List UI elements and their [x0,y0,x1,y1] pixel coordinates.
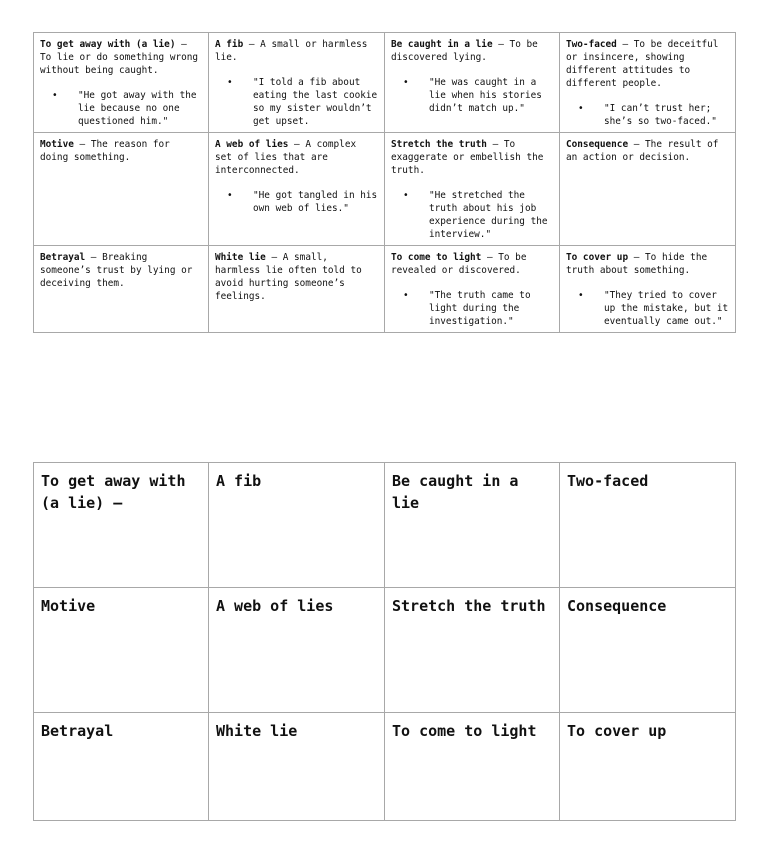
term-card: Motive [34,588,209,713]
definition-cell [34,133,209,246]
definition-cell [560,33,736,133]
term-card: Consequence [560,588,736,713]
definition-text: To exaggerate or embellish the truth. [391,139,544,176]
definitions-table [33,32,736,333]
example-item [578,289,729,328]
example-item [403,189,553,241]
definition-text: A small or harmless lie. [215,39,368,63]
definition-text: To lie or do something wrong without being caught. [40,52,199,76]
term: Be caught in a lie [391,39,493,50]
separator: – [628,252,646,263]
definition-text: The result of an action or decision. [566,139,719,163]
term-card: A fib [209,463,385,588]
definition-text: A complex set of lies that are interconnected. [215,139,357,176]
bullet-icon: • [227,77,233,88]
term-card: Two-faced [560,463,736,588]
definition-cell [385,133,560,246]
definition-text: To be revealed or discovered. [391,252,527,276]
term: Stretch the truth [391,139,487,150]
term: Two-faced [566,39,617,50]
example-text: "They tried to cover up the mistake, but it eventually came out." [604,290,729,327]
definition-cell [385,246,560,333]
example-text: "He got away with the lie because no one questioned him." [78,90,197,127]
example-text: "He stretched the truth about his job experience during the interview." [429,190,548,240]
definition-text: To be discovered lying. [391,39,538,63]
definition-cell [560,246,736,333]
example-text: "He got tangled in his own web of lies." [253,190,378,214]
definitions-row [34,133,736,246]
separator: – [85,252,103,263]
cards-row [34,463,736,588]
example-text: "The truth came to light during the investigation." [429,290,531,327]
example-item [578,102,729,128]
separator: – [73,139,91,150]
example-text: "He was caught in a lie when his stories didn’t match up." [429,77,542,114]
example-text: "I told a fib about eating the last cookie so my sister wouldn’t get upset. [253,77,378,127]
separator: – [243,39,261,50]
definition-cell [560,133,736,246]
term: To get away with (a lie) [40,39,176,50]
example-text: "I can’t trust her; she’s so two-faced." [604,103,717,127]
term: Motive [40,139,74,150]
bullet-icon: • [403,77,409,88]
term-card: A web of lies [209,588,385,713]
definition-text: A small, harmless lie often told to avoid hurting someone’s feelings. [215,252,362,302]
definition-text: To hide the truth about something. [566,252,708,276]
separator: – [492,39,510,50]
term-card: To cover up [560,713,736,821]
term: A web of lies [215,139,289,150]
separator: – [265,252,283,263]
separator: – [616,39,634,50]
term-card: To come to light [385,713,560,821]
bullet-icon: • [578,103,584,114]
term-card: Betrayal [34,713,209,821]
separator: – [175,39,187,50]
separator: – [628,139,646,150]
definition-text: Breaking someone’s trust by lying or deceiving them. [40,252,193,289]
definition-text: The reason for doing something. [40,139,170,163]
term-card: Stretch the truth [385,588,560,713]
separator: – [288,139,306,150]
cards-row [34,713,736,821]
term-cards-table [33,462,736,821]
definition-cell [209,246,385,333]
separator: – [481,252,499,263]
definition-cell [34,246,209,333]
term-card: White lie [209,713,385,821]
definition-cell [34,33,209,133]
separator: – [486,139,504,150]
definition-cell [209,33,385,133]
term: To come to light [391,252,482,263]
term-card: Be caught in a lie [385,463,560,588]
example-item [403,289,553,328]
bullet-icon: • [578,290,584,301]
example-item [403,76,553,115]
definition-text: To be deceitful or insincere, showing different attitudes to different people. [566,39,719,89]
term: White lie [215,252,266,263]
definition-cell [209,133,385,246]
example-item [227,76,378,128]
definition-cell [385,33,560,133]
term: Consequence [566,139,629,150]
bullet-icon: • [403,290,409,301]
bullet-icon: • [227,190,233,201]
term: To cover up [566,252,629,263]
definitions-row [34,246,736,333]
bullet-icon: • [403,190,409,201]
cards-row [34,588,736,713]
term: A fib [215,39,244,50]
term-card: To get away with (a lie) – [34,463,209,588]
definitions-row [34,33,736,133]
bullet-icon: • [52,90,58,101]
example-item [52,89,202,128]
example-item [227,189,378,215]
term: Betrayal [40,252,86,263]
